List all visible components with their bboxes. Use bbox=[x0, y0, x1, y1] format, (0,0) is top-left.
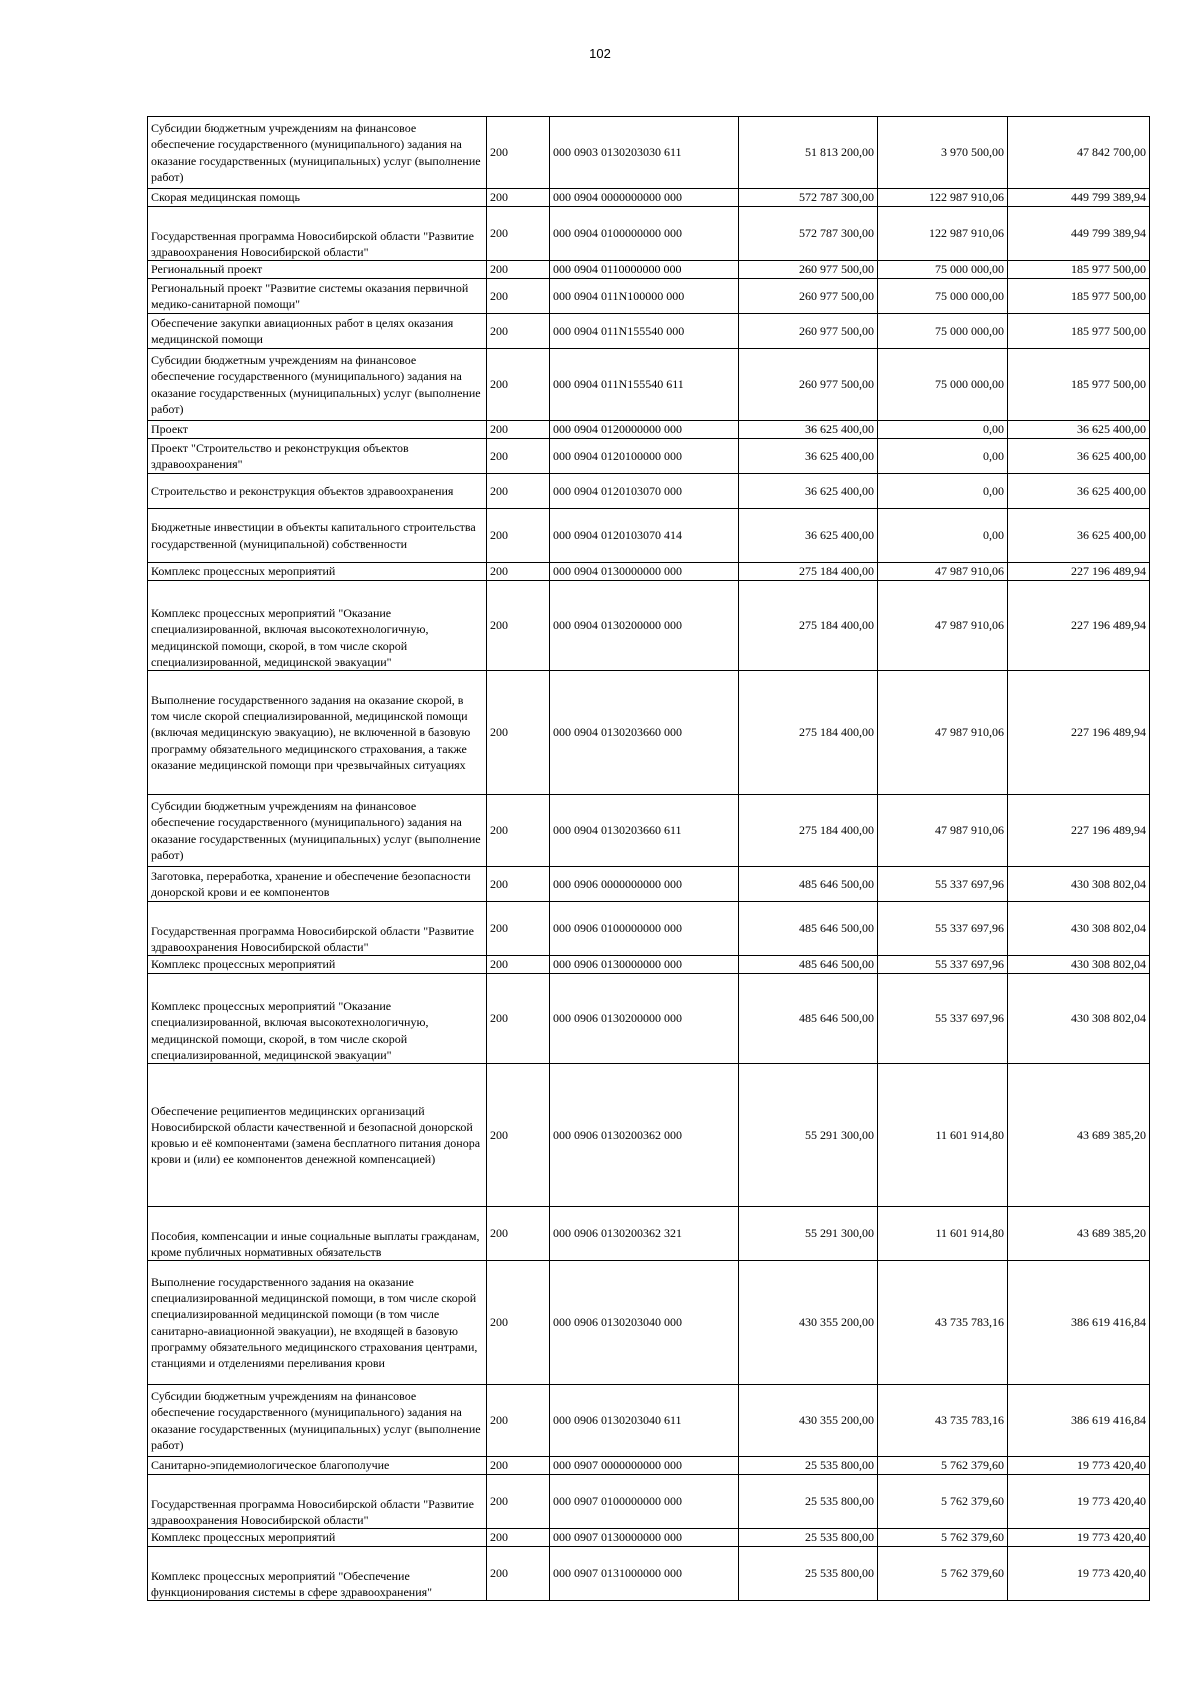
row-budget-classification-code-cell: 000 0906 0130000000 000 bbox=[550, 956, 739, 974]
row-admin-code-cell: 200 bbox=[487, 1547, 550, 1601]
page-number: 102 bbox=[589, 46, 611, 61]
row-executed-amount-cell: 5 762 379,60 bbox=[878, 1475, 1008, 1529]
row-executed-amount-cell: 3 970 500,00 bbox=[878, 117, 1008, 189]
row-name-cell: Субсидии бюджетным учреждениям на финансовое обеспечение государственного (муниципального) задания на оказание государственных (муниципальных) услуг (выполнение работ) bbox=[148, 349, 487, 421]
row-name-cell: Государственная программа Новосибирской области "Развитие здравоохранения Новосибирской области" bbox=[148, 207, 487, 261]
row-name-cell: Заготовка, переработка, хранение и обеспечение безопасности донорской крови и ее компонентов bbox=[148, 867, 487, 902]
budget-execution-table bbox=[147, 116, 1150, 1601]
row-budget-classification-code-cell: 000 0904 0130000000 000 bbox=[550, 563, 739, 581]
row-admin-code-cell: 200 bbox=[487, 207, 550, 261]
row-budget-classification-code-cell: 000 0904 0120103070 414 bbox=[550, 509, 739, 563]
table-row bbox=[148, 439, 1150, 474]
row-executed-amount-cell: 11 601 914,80 bbox=[878, 1207, 1008, 1261]
row-unexecuted-amount-cell: 227 196 489,94 bbox=[1008, 795, 1150, 867]
row-name-cell: Выполнение государственного задания на оказание специализированной медицинской помощи, в том числе скорой специализированной медицинской помощи (в том числе санитарно-авиационной эвакуации), не входящей в базовую программу обязательного медицинского страхования центрами, станциями и отделениями переливания крови bbox=[148, 1261, 487, 1385]
row-admin-code-cell: 200 bbox=[487, 671, 550, 795]
table-row bbox=[148, 581, 1150, 671]
row-executed-amount-cell: 55 337 697,96 bbox=[878, 974, 1008, 1064]
row-approved-amount-cell: 25 535 800,00 bbox=[739, 1547, 878, 1601]
row-unexecuted-amount-cell: 227 196 489,94 bbox=[1008, 563, 1150, 581]
row-executed-amount-cell: 75 000 000,00 bbox=[878, 349, 1008, 421]
table-row bbox=[148, 314, 1150, 349]
table-row bbox=[148, 117, 1150, 189]
row-approved-amount-cell: 572 787 300,00 bbox=[739, 189, 878, 207]
row-budget-classification-code-cell: 000 0904 0130203660 000 bbox=[550, 671, 739, 795]
row-budget-classification-code-cell: 000 0906 0000000000 000 bbox=[550, 867, 739, 902]
row-unexecuted-amount-cell: 227 196 489,94 bbox=[1008, 581, 1150, 671]
row-executed-amount-cell: 122 987 910,06 bbox=[878, 189, 1008, 207]
table-row bbox=[148, 1064, 1150, 1207]
row-budget-classification-code-cell: 000 0904 0000000000 000 bbox=[550, 189, 739, 207]
row-approved-amount-cell: 275 184 400,00 bbox=[739, 671, 878, 795]
row-name-cell: Проект bbox=[148, 421, 487, 439]
table-row bbox=[148, 1547, 1150, 1601]
row-budget-classification-code-cell: 000 0904 0100000000 000 bbox=[550, 207, 739, 261]
row-approved-amount-cell: 25 535 800,00 bbox=[739, 1457, 878, 1475]
row-admin-code-cell: 200 bbox=[487, 1529, 550, 1547]
row-approved-amount-cell: 51 813 200,00 bbox=[739, 117, 878, 189]
row-unexecuted-amount-cell: 227 196 489,94 bbox=[1008, 671, 1150, 795]
row-approved-amount-cell: 572 787 300,00 bbox=[739, 207, 878, 261]
row-unexecuted-amount-cell: 43 689 385,20 bbox=[1008, 1207, 1150, 1261]
row-executed-amount-cell: 122 987 910,06 bbox=[878, 207, 1008, 261]
row-name-cell: Государственная программа Новосибирской области "Развитие здравоохранения Новосибирской области" bbox=[148, 1475, 487, 1529]
row-approved-amount-cell: 485 646 500,00 bbox=[739, 974, 878, 1064]
row-name-cell: Комплекс процессных мероприятий bbox=[148, 1529, 487, 1547]
row-executed-amount-cell: 0,00 bbox=[878, 439, 1008, 474]
row-name-cell: Субсидии бюджетным учреждениям на финансовое обеспечение государственного (муниципального) задания на оказание государственных (муниципальных) услуг (выполнение работ) bbox=[148, 795, 487, 867]
row-unexecuted-amount-cell: 19 773 420,40 bbox=[1008, 1529, 1150, 1547]
table-row bbox=[148, 509, 1150, 563]
row-unexecuted-amount-cell: 185 977 500,00 bbox=[1008, 349, 1150, 421]
row-unexecuted-amount-cell: 185 977 500,00 bbox=[1008, 279, 1150, 314]
row-unexecuted-amount-cell: 36 625 400,00 bbox=[1008, 421, 1150, 439]
row-unexecuted-amount-cell: 19 773 420,40 bbox=[1008, 1457, 1150, 1475]
row-approved-amount-cell: 260 977 500,00 bbox=[739, 349, 878, 421]
row-approved-amount-cell: 485 646 500,00 bbox=[739, 867, 878, 902]
row-approved-amount-cell: 55 291 300,00 bbox=[739, 1064, 878, 1207]
row-admin-code-cell: 200 bbox=[487, 974, 550, 1064]
row-budget-classification-code-cell: 000 0903 0130203030 611 bbox=[550, 117, 739, 189]
row-name-cell: Субсидии бюджетным учреждениям на финансовое обеспечение государственного (муниципального) задания на оказание государственных (муниципальных) услуг (выполнение работ) bbox=[148, 1385, 487, 1457]
row-admin-code-cell: 200 bbox=[487, 1207, 550, 1261]
row-budget-classification-code-cell: 000 0904 0120000000 000 bbox=[550, 421, 739, 439]
row-unexecuted-amount-cell: 449 799 389,94 bbox=[1008, 189, 1150, 207]
row-budget-classification-code-cell: 000 0906 0130203040 000 bbox=[550, 1261, 739, 1385]
row-executed-amount-cell: 5 762 379,60 bbox=[878, 1529, 1008, 1547]
row-admin-code-cell: 200 bbox=[487, 956, 550, 974]
row-admin-code-cell: 200 bbox=[487, 902, 550, 956]
row-approved-amount-cell: 485 646 500,00 bbox=[739, 956, 878, 974]
row-approved-amount-cell: 36 625 400,00 bbox=[739, 439, 878, 474]
row-approved-amount-cell: 260 977 500,00 bbox=[739, 279, 878, 314]
row-unexecuted-amount-cell: 185 977 500,00 bbox=[1008, 261, 1150, 279]
row-name-cell: Региональный проект "Развитие системы оказания первичной медико-санитарной помощи" bbox=[148, 279, 487, 314]
row-unexecuted-amount-cell: 36 625 400,00 bbox=[1008, 439, 1150, 474]
table-row bbox=[148, 902, 1150, 956]
row-approved-amount-cell: 55 291 300,00 bbox=[739, 1207, 878, 1261]
row-unexecuted-amount-cell: 449 799 389,94 bbox=[1008, 207, 1150, 261]
row-executed-amount-cell: 47 987 910,06 bbox=[878, 563, 1008, 581]
row-executed-amount-cell: 5 762 379,60 bbox=[878, 1457, 1008, 1475]
row-name-cell: Бюджетные инвестиции в объекты капитального строительства государственной (муниципальной) собственности bbox=[148, 509, 487, 563]
row-admin-code-cell: 200 bbox=[487, 314, 550, 349]
row-admin-code-cell: 200 bbox=[487, 474, 550, 509]
row-approved-amount-cell: 485 646 500,00 bbox=[739, 902, 878, 956]
row-executed-amount-cell: 55 337 697,96 bbox=[878, 867, 1008, 902]
row-approved-amount-cell: 36 625 400,00 bbox=[739, 474, 878, 509]
row-admin-code-cell: 200 bbox=[487, 563, 550, 581]
row-executed-amount-cell: 47 987 910,06 bbox=[878, 795, 1008, 867]
row-name-cell: Выполнение государственного задания на оказание скорой, в том числе скорой специализированной, медицинской помощи (включая медицинскую эвакуацию), не включенной в базовую программу обязательного медицинского страхования, а также оказание медицинской помощи при чрезвычайных ситуациях bbox=[148, 671, 487, 795]
row-admin-code-cell: 200 bbox=[487, 509, 550, 563]
row-admin-code-cell: 200 bbox=[487, 439, 550, 474]
row-admin-code-cell: 200 bbox=[487, 1385, 550, 1457]
row-budget-classification-code-cell: 000 0906 0130200000 000 bbox=[550, 974, 739, 1064]
row-name-cell: Строительство и реконструкция объектов здравоохранения bbox=[148, 474, 487, 509]
row-unexecuted-amount-cell: 386 619 416,84 bbox=[1008, 1385, 1150, 1457]
row-approved-amount-cell: 36 625 400,00 bbox=[739, 509, 878, 563]
table-row bbox=[148, 974, 1150, 1064]
row-unexecuted-amount-cell: 430 308 802,04 bbox=[1008, 902, 1150, 956]
table-row bbox=[148, 474, 1150, 509]
row-executed-amount-cell: 5 762 379,60 bbox=[878, 1547, 1008, 1601]
row-approved-amount-cell: 430 355 200,00 bbox=[739, 1385, 878, 1457]
row-executed-amount-cell: 55 337 697,96 bbox=[878, 956, 1008, 974]
table-row bbox=[148, 349, 1150, 421]
row-name-cell: Субсидии бюджетным учреждениям на финансовое обеспечение государственного (муниципального) задания на оказание государственных (муниципальных) услуг (выполнение работ) bbox=[148, 117, 487, 189]
row-executed-amount-cell: 43 735 783,16 bbox=[878, 1261, 1008, 1385]
row-unexecuted-amount-cell: 430 308 802,04 bbox=[1008, 867, 1150, 902]
row-budget-classification-code-cell: 000 0904 0130203660 611 bbox=[550, 795, 739, 867]
table-body bbox=[148, 117, 1150, 1601]
row-budget-classification-code-cell: 000 0907 0131000000 000 bbox=[550, 1547, 739, 1601]
row-budget-classification-code-cell: 000 0904 0130200000 000 bbox=[550, 581, 739, 671]
table-row bbox=[148, 795, 1150, 867]
row-unexecuted-amount-cell: 430 308 802,04 bbox=[1008, 956, 1150, 974]
table-row bbox=[148, 1385, 1150, 1457]
row-executed-amount-cell: 75 000 000,00 bbox=[878, 279, 1008, 314]
row-unexecuted-amount-cell: 430 308 802,04 bbox=[1008, 974, 1150, 1064]
row-approved-amount-cell: 430 355 200,00 bbox=[739, 1261, 878, 1385]
row-name-cell: Комплекс процессных мероприятий "Оказание специализированной, включая высокотехнологичную, медицинской помощи, скорой, в том числе скорой специализированной, медицинской эвакуации" bbox=[148, 581, 487, 671]
table-row bbox=[148, 1207, 1150, 1261]
row-budget-classification-code-cell: 000 0904 0110000000 000 bbox=[550, 261, 739, 279]
row-budget-classification-code-cell: 000 0907 0000000000 000 bbox=[550, 1457, 739, 1475]
row-unexecuted-amount-cell: 36 625 400,00 bbox=[1008, 509, 1150, 563]
row-executed-amount-cell: 47 987 910,06 bbox=[878, 671, 1008, 795]
table-row bbox=[148, 1457, 1150, 1475]
row-admin-code-cell: 200 bbox=[487, 1475, 550, 1529]
row-budget-classification-code-cell: 000 0907 0130000000 000 bbox=[550, 1529, 739, 1547]
row-admin-code-cell: 200 bbox=[487, 581, 550, 671]
row-executed-amount-cell: 0,00 bbox=[878, 474, 1008, 509]
row-unexecuted-amount-cell: 43 689 385,20 bbox=[1008, 1064, 1150, 1207]
table-row bbox=[148, 867, 1150, 902]
table-row bbox=[148, 207, 1150, 261]
row-approved-amount-cell: 36 625 400,00 bbox=[739, 421, 878, 439]
row-name-cell: Региональный проект bbox=[148, 261, 487, 279]
row-name-cell: Скорая медицинская помощь bbox=[148, 189, 487, 207]
row-approved-amount-cell: 275 184 400,00 bbox=[739, 581, 878, 671]
table-row bbox=[148, 956, 1150, 974]
row-budget-classification-code-cell: 000 0906 0130200362 321 bbox=[550, 1207, 739, 1261]
row-admin-code-cell: 200 bbox=[487, 795, 550, 867]
row-admin-code-cell: 200 bbox=[487, 261, 550, 279]
row-unexecuted-amount-cell: 36 625 400,00 bbox=[1008, 474, 1150, 509]
row-budget-classification-code-cell: 000 0906 0130200362 000 bbox=[550, 1064, 739, 1207]
table-row bbox=[148, 189, 1150, 207]
row-name-cell: Комплекс процессных мероприятий "Оказание специализированной, включая высокотехнологичную, медицинской помощи, скорой, в том числе скорой специализированной, медицинской эвакуации" bbox=[148, 974, 487, 1064]
row-name-cell: Комплекс процессных мероприятий bbox=[148, 563, 487, 581]
row-approved-amount-cell: 275 184 400,00 bbox=[739, 563, 878, 581]
row-unexecuted-amount-cell: 185 977 500,00 bbox=[1008, 314, 1150, 349]
row-budget-classification-code-cell: 000 0904 011N155540 000 bbox=[550, 314, 739, 349]
row-admin-code-cell: 200 bbox=[487, 189, 550, 207]
row-budget-classification-code-cell: 000 0904 0120103070 000 bbox=[550, 474, 739, 509]
row-budget-classification-code-cell: 000 0907 0100000000 000 bbox=[550, 1475, 739, 1529]
row-name-cell: Проект "Строительство и реконструкция объектов здравоохранения" bbox=[148, 439, 487, 474]
row-name-cell: Государственная программа Новосибирской области "Развитие здравоохранения Новосибирской области" bbox=[148, 902, 487, 956]
row-executed-amount-cell: 0,00 bbox=[878, 509, 1008, 563]
row-admin-code-cell: 200 bbox=[487, 1261, 550, 1385]
table-row bbox=[148, 563, 1150, 581]
row-budget-classification-code-cell: 000 0906 0100000000 000 bbox=[550, 902, 739, 956]
row-unexecuted-amount-cell: 19 773 420,40 bbox=[1008, 1547, 1150, 1601]
row-approved-amount-cell: 260 977 500,00 bbox=[739, 314, 878, 349]
row-executed-amount-cell: 43 735 783,16 bbox=[878, 1385, 1008, 1457]
table-row bbox=[148, 421, 1150, 439]
row-executed-amount-cell: 75 000 000,00 bbox=[878, 261, 1008, 279]
row-executed-amount-cell: 75 000 000,00 bbox=[878, 314, 1008, 349]
row-name-cell: Санитарно-эпидемиологическое благополучие bbox=[148, 1457, 487, 1475]
row-executed-amount-cell: 47 987 910,06 bbox=[878, 581, 1008, 671]
row-approved-amount-cell: 25 535 800,00 bbox=[739, 1529, 878, 1547]
row-name-cell: Комплекс процессных мероприятий bbox=[148, 956, 487, 974]
row-name-cell: Комплекс процессных мероприятий "Обеспечение функционирования системы в сфере здравоохранения" bbox=[148, 1547, 487, 1601]
row-budget-classification-code-cell: 000 0904 011N100000 000 bbox=[550, 279, 739, 314]
row-executed-amount-cell: 55 337 697,96 bbox=[878, 902, 1008, 956]
row-name-cell: Обеспечение закупки авиационных работ в целях оказания медицинской помощи bbox=[148, 314, 487, 349]
row-executed-amount-cell: 11 601 914,80 bbox=[878, 1064, 1008, 1207]
row-approved-amount-cell: 275 184 400,00 bbox=[739, 795, 878, 867]
table-row bbox=[148, 279, 1150, 314]
row-approved-amount-cell: 260 977 500,00 bbox=[739, 261, 878, 279]
row-admin-code-cell: 200 bbox=[487, 279, 550, 314]
table-row bbox=[148, 1475, 1150, 1529]
row-admin-code-cell: 200 bbox=[487, 421, 550, 439]
row-approved-amount-cell: 25 535 800,00 bbox=[739, 1475, 878, 1529]
row-unexecuted-amount-cell: 19 773 420,40 bbox=[1008, 1475, 1150, 1529]
table-row bbox=[148, 671, 1150, 795]
row-unexecuted-amount-cell: 47 842 700,00 bbox=[1008, 117, 1150, 189]
row-budget-classification-code-cell: 000 0904 011N155540 611 bbox=[550, 349, 739, 421]
row-name-cell: Пособия, компенсации и иные социальные выплаты гражданам, кроме публичных нормативных обязательств bbox=[148, 1207, 487, 1261]
row-budget-classification-code-cell: 000 0906 0130203040 611 bbox=[550, 1385, 739, 1457]
row-name-cell: Обеспечение реципиентов медицинских организаций Новосибирской области качественной и безопасной донорской кровью и её компонентами (замена бесплатного питания донора крови и (или) ее компонентов денежной компенсацией) bbox=[148, 1064, 487, 1207]
row-budget-classification-code-cell: 000 0904 0120100000 000 bbox=[550, 439, 739, 474]
row-admin-code-cell: 200 bbox=[487, 117, 550, 189]
row-admin-code-cell: 200 bbox=[487, 867, 550, 902]
table-row bbox=[148, 1261, 1150, 1385]
table-row bbox=[148, 261, 1150, 279]
row-admin-code-cell: 200 bbox=[487, 349, 550, 421]
table-row bbox=[148, 1529, 1150, 1547]
row-admin-code-cell: 200 bbox=[487, 1064, 550, 1207]
row-admin-code-cell: 200 bbox=[487, 1457, 550, 1475]
row-unexecuted-amount-cell: 386 619 416,84 bbox=[1008, 1261, 1150, 1385]
row-executed-amount-cell: 0,00 bbox=[878, 421, 1008, 439]
